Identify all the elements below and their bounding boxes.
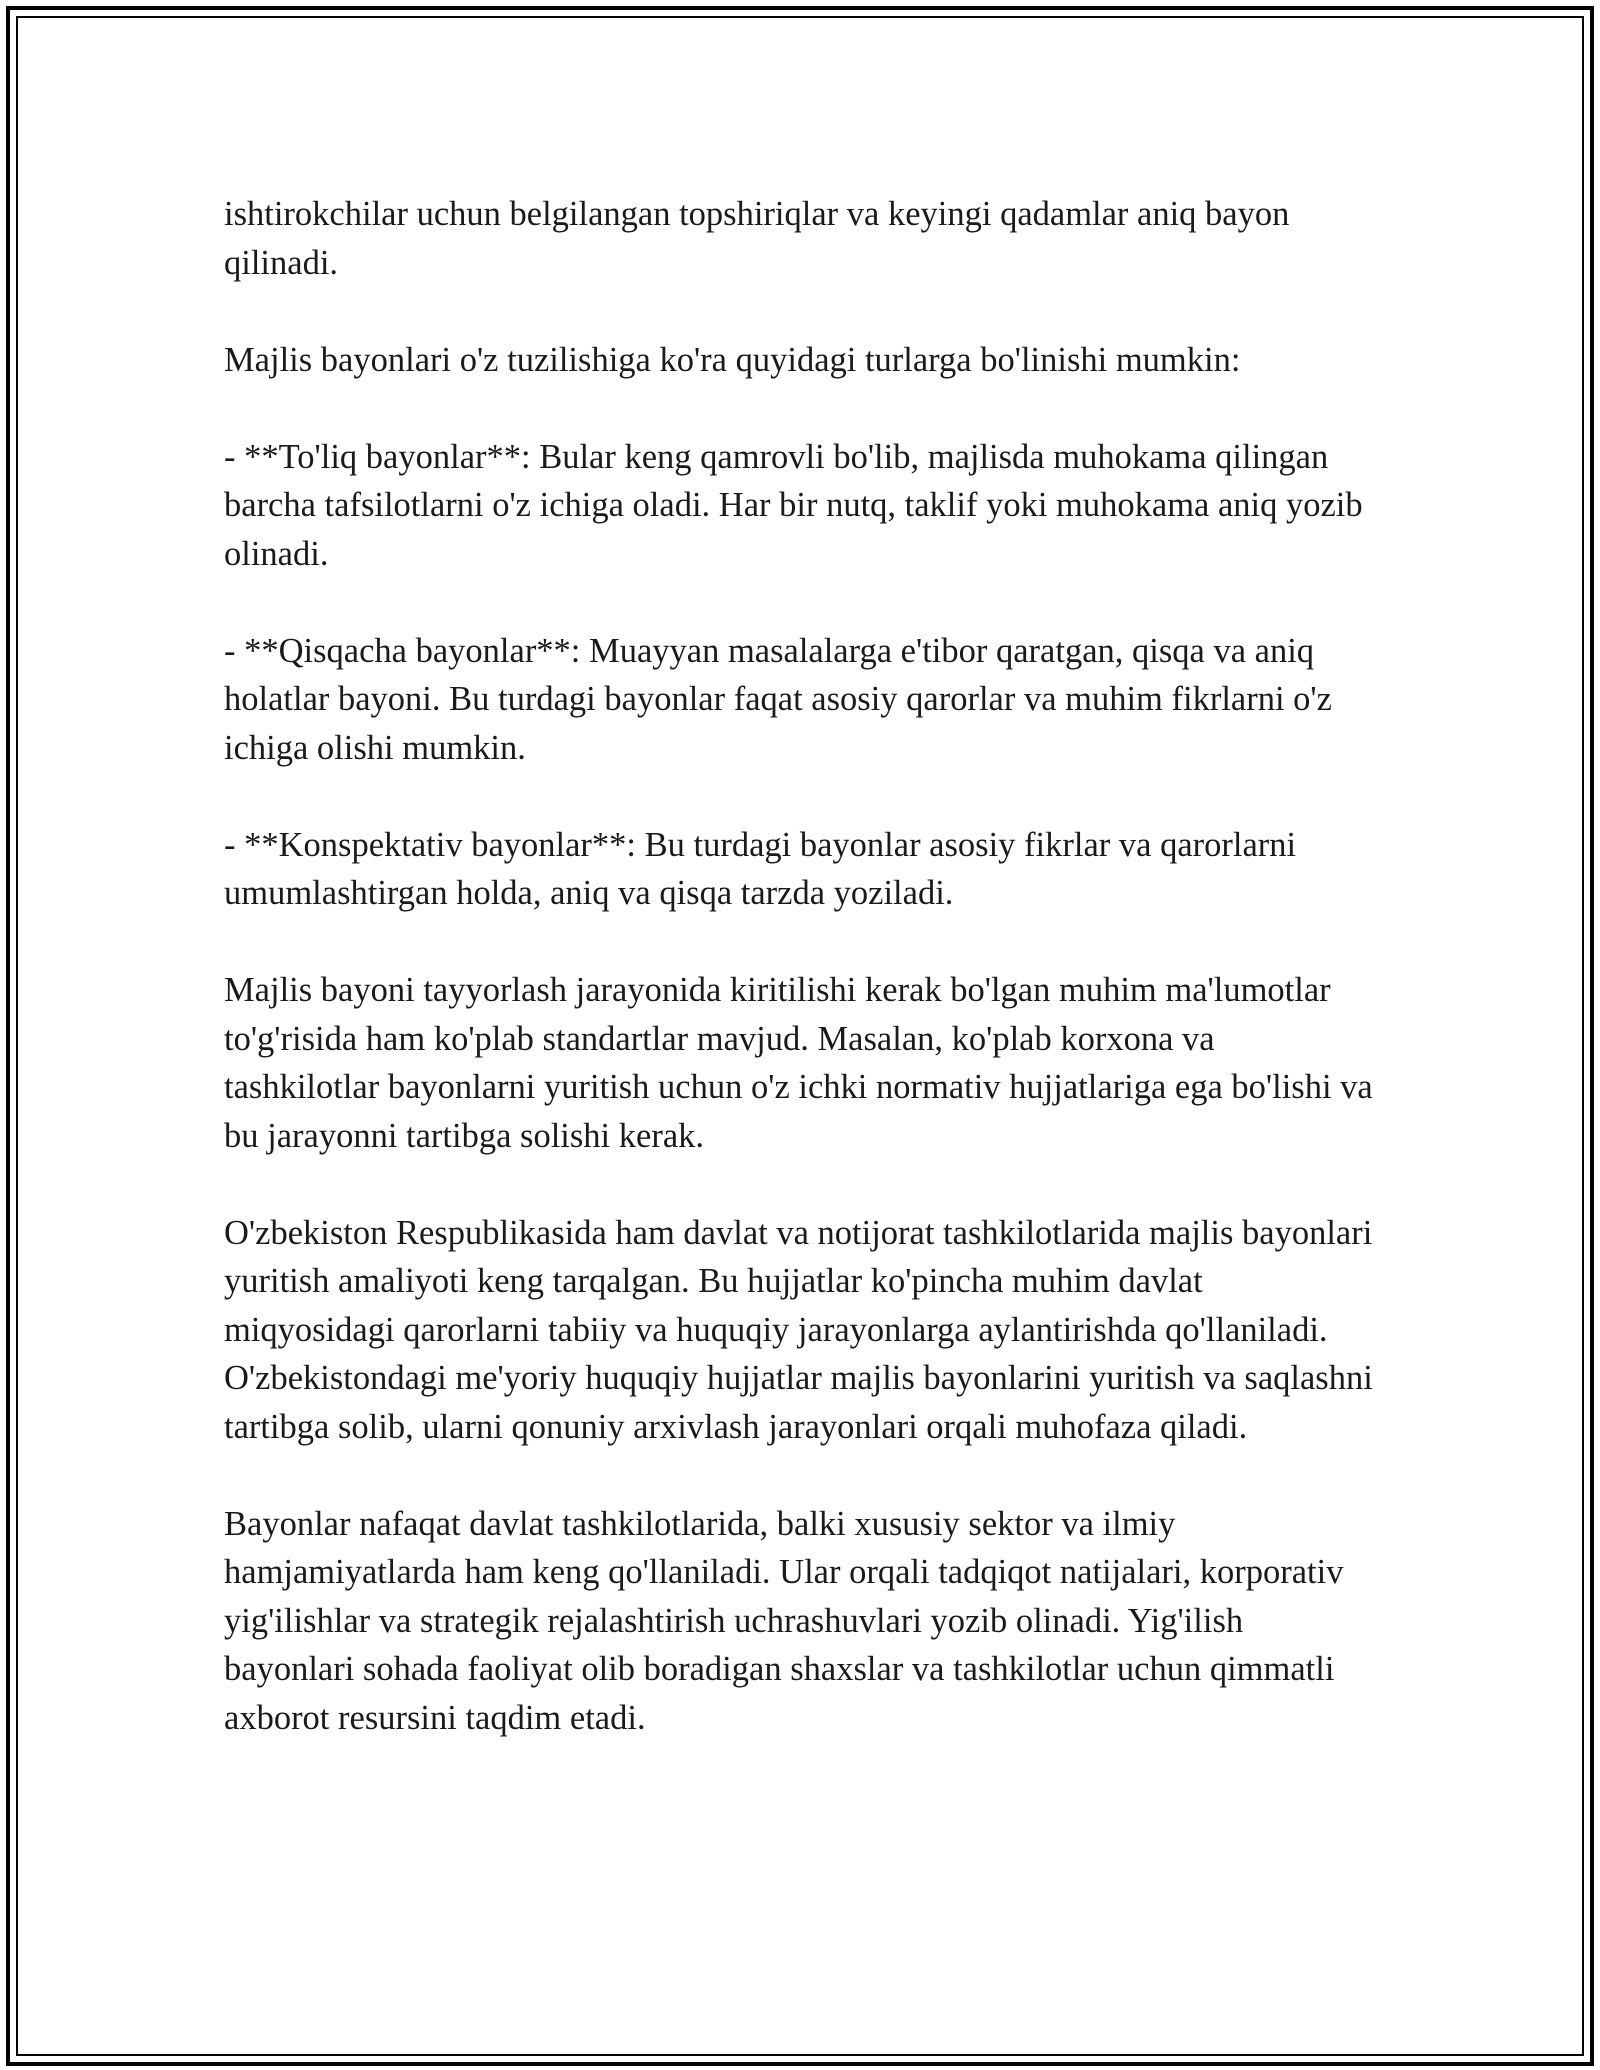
list-item-summary-minutes: - **Konspektativ bayonlar**: Bu turdagi bayonlar asosiy fikrlar va qarorlarni umumlashtirgan holda, aniq va qisqa tarzda yoziladi. <box>224 825 1297 912</box>
paragraph: Majlis bayoni tayyorlash jarayonida kiritilishi kerak bo'lgan muhim ma'lumotlar to'g'risida ham ko'plab standartlar mavjud. Masalan, ko'plab korxona va tashkilotlar bayonlarni yuritish uchun o'z ichki normativ hujjatlariga ega bo'lishi va bu jarayonni tartibga solishi kerak. <box>224 971 1373 1155</box>
paragraph: ishtirokchilar uchun belgilangan topshiriqlar va keyingi qadamlar aniq bayon qilinadi. <box>224 195 1290 282</box>
document-body <box>224 190 1374 1791</box>
paragraph: O'zbekiston Respublikasida ham davlat va notijorat tashkilotlarida majlis bayonlari yuritish amaliyoti keng tarqalgan. Bu hujjatlar ko'pincha muhim davlat miqyosidagi qarorlarni tabiiy va huquqiy jarayonlarga aylantirishda qo'llaniladi. O'zbekistondagi me'yoriy huquqiy hujjatlar majlis bayonlarini yuritish va saqlashni tartibga solib, ularni qonuniy arxivlash jarayonlari orqali muhofaza qiladi. <box>224 1213 1373 1446</box>
paragraph: Majlis bayonlari o'z tuzilishiga ko'ra quyidagi turlarga bo'linishi mumkin: <box>224 340 1241 379</box>
list-item-full-minutes: - **To'liq bayonlar**: Bular keng qamrovli bo'lib, majlisda muhokama qilingan barcha tafsilotlarni o'z ichiga oladi. Har bir nutq, taklif yoki muhokama aniq yozib olinadi. <box>224 437 1363 573</box>
list-item-short-minutes: - **Qisqacha bayonlar**: Muayyan masalalarga e'tibor qaratgan, qisqa va aniq holatlar bayoni. Bu turdagi bayonlar faqat asosiy qarorlar va muhim fikrlarni o'z ichiga olishi mumkin. <box>224 631 1332 767</box>
paragraph: Bayonlar nafaqat davlat tashkilotlarida, balki xususiy sektor va ilmiy hamjamiyatlarda ham keng qo'llaniladi. Ular orqali tadqiqot natijalari, korporativ yig'ilishlar va strategik rejalashtirish uchrashuvlari yozib olinadi. Yig'ilish bayonlari sohada faoliyat olib boradigan shaxslar va tashkilotlar uchun qimmatli axborot resursini taqdim etadi. <box>224 1504 1344 1737</box>
